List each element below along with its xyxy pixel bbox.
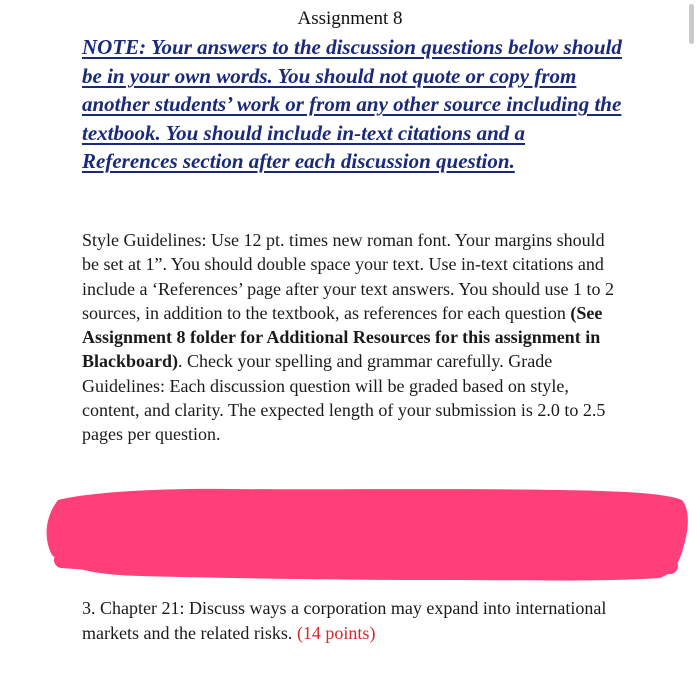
guidelines-bold-resources: (See Assignment 8 folder for Additional Resources for this assignment in Blackboard)	[82, 302, 603, 372]
guidelines-paragraph	[82, 228, 622, 447]
scrollbar-thumb[interactable]	[689, 4, 694, 44]
guidelines-text-end: . Check your spelling and grammar carefully. Grade Guidelines: Each discussion question will be graded based on style, content, and clarity. The expected length of your submission is 2.0 to 2.5 pages per question.	[82, 351, 606, 445]
redaction-stroke-edge	[70, 499, 670, 505]
assignment-title: Assignment 8	[297, 8, 403, 29]
note-paragraph: NOTE: Your answers to the discussion questions below should be in your own words. You should not quote or copy from another students’ work or from any other source including the textbook. You should include in-text citations and a References section after each discussion question.	[82, 35, 622, 174]
question-text: 3. Chapter 21: Discuss ways a corporation may expand into international markets and the related risks.	[82, 598, 607, 643]
question-points: (14 points)	[296, 622, 376, 643]
redaction-mark	[47, 489, 688, 581]
guidelines-text-start: Style Guidelines: Use 12 pt. times new roman font. Your margins should be set at 1”. You should double space your text. Use in-text citations and include a ‘References’ page after your text answers. You should use 1 to 2 sources, in addition to the textbook, as references for each question	[82, 230, 615, 323]
redaction-stroke-lower	[62, 560, 670, 571]
question-paragraph	[82, 596, 622, 645]
